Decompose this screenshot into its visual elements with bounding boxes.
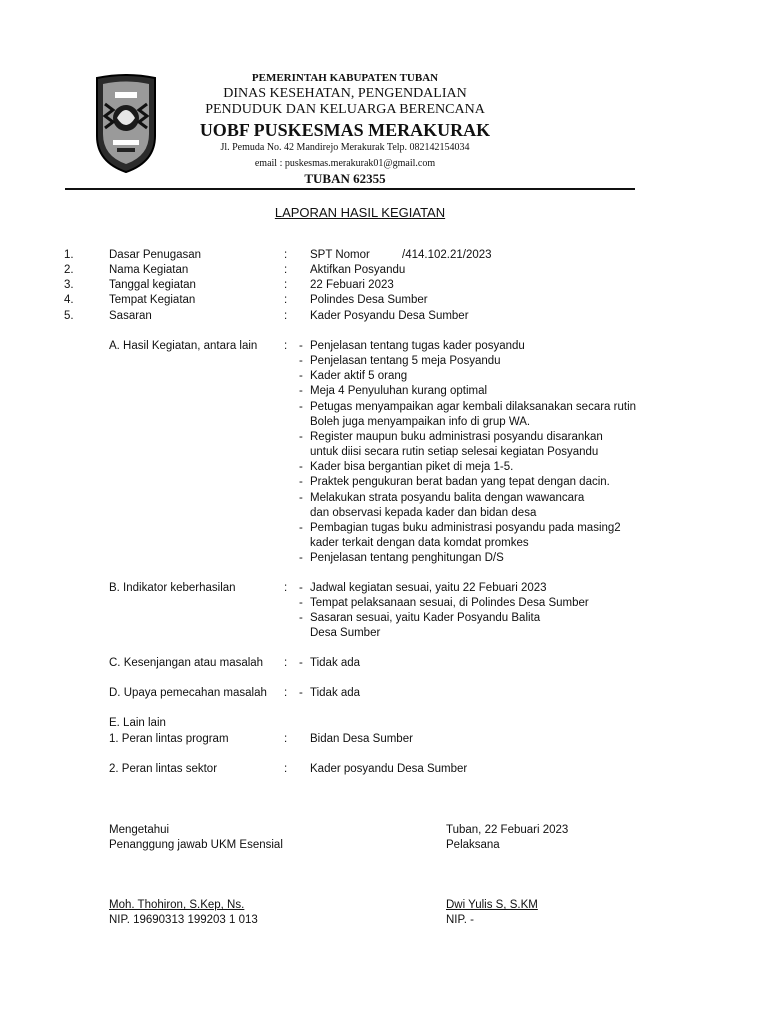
item-5-number: 5.: [64, 310, 74, 322]
item-1-value-number: /414.102.21/2023: [402, 249, 492, 261]
section-c-text: Tidak ada: [310, 657, 361, 669]
sectionB-line-text: Desa Sumber: [310, 627, 381, 639]
sectionA-line-text: Petugas menyampaikan agar kembali dilaksanakan secara rutin: [310, 400, 637, 413]
sectionA-line-dash: -: [299, 461, 303, 474]
signature-left-nip: NIP. 19690313 199203 1 013: [109, 914, 258, 926]
letterhead-puskesmas: UOBF PUSKESMAS MERAKURAK: [199, 120, 491, 140]
sectionA-line-text: Pembagian tugas buku administrasi posyandu pada masing2: [310, 521, 621, 534]
letterhead-agency-line2: PENDUDUK DAN KELUARGA BERENCANA: [205, 102, 485, 117]
section-a-label: A. Hasil Kegiatan, antara lain: [109, 340, 258, 352]
section-e-row1-colon: :: [284, 733, 288, 745]
sectionB-line-text: Tempat pelaksanaan sesuai, di Polindes Desa Sumber: [310, 597, 589, 609]
sectionA-line-text: Kader bisa bergantian piket di meja 1-5.: [310, 461, 514, 474]
sectionA-line-dash: -: [299, 476, 303, 489]
letterhead-agency-line1: DINAS KESEHATAN, PENGENDALIAN: [223, 86, 467, 101]
section-b-colon: :: [284, 582, 288, 594]
sectionB-line-text: Jadwal kegiatan sesuai, yaitu 22 Febuari 2023: [310, 582, 547, 594]
section-c-label: C. Kesenjangan atau masalah: [109, 657, 264, 669]
sectionA-line-dash: -: [299, 385, 303, 398]
item-4-value: Polindes Desa Sumber: [310, 294, 428, 306]
section-d-dash: -: [299, 687, 303, 699]
sectionA-line-dash: -: [299, 491, 303, 504]
section-e-row2-label: 2. Peran lintas sektor: [109, 763, 218, 775]
item-1-colon: :: [284, 249, 288, 261]
sectionA-line-dash: -: [299, 552, 303, 565]
signature-right-nip: NIP. -: [446, 914, 474, 926]
sectionA-line-dash: -: [299, 370, 303, 383]
signature-left-name: Moh. Thohiron, S.Kep, Ns.: [109, 899, 245, 911]
signature-right-line2: Pelaksana: [446, 839, 500, 851]
item-3-label: Tanggal kegiatan: [109, 279, 196, 291]
item-3-number: 3.: [64, 279, 74, 291]
letterhead-address: Jl. Pemuda No. 42 Mandirejo Merakurak Telp. 082142154034: [220, 142, 470, 153]
item-4-label: Tempat Kegiatan: [109, 294, 196, 306]
section-e-row2-text: Kader posyandu Desa Sumber: [310, 763, 468, 775]
section-e-label: E. Lain lain: [109, 717, 166, 729]
sectionA-line-text: Kader aktif 5 orang: [310, 370, 408, 383]
document-title: LAPORAN HASIL KEGIATAN: [274, 205, 446, 220]
sectionA-line-text: kader terkait dengan data komdat promkes: [310, 536, 529, 549]
item-4-number: 4.: [64, 294, 74, 306]
sectionA-line-text: Penjelasan tentang 5 meja Posyandu: [310, 355, 501, 368]
sectionA-line-dash: -: [299, 355, 303, 368]
sectionA-line-text: Meja 4 Penyuluhan kurang optimal: [310, 385, 488, 398]
sectionA-line-text: untuk diisi secara rutin setiap selesai kegiatan Posyandu: [310, 446, 599, 459]
section-d-colon: :: [284, 687, 288, 699]
item-2-number: 2.: [64, 264, 74, 276]
item-5-value: Kader Posyandu Desa Sumber: [310, 310, 469, 322]
sectionA-line-dash: -: [299, 521, 303, 534]
item-3-value: 22 Febuari 2023: [310, 279, 394, 291]
sectionA-line-text: Penjelasan tentang tugas kader posyandu: [310, 340, 525, 352]
item-1-label: Dasar Penugasan: [109, 249, 202, 261]
section-c-colon: :: [284, 657, 288, 669]
section-e-row1-text: Bidan Desa Sumber: [310, 733, 413, 745]
sectionA-line-text: Melakukan strata posyandu balita dengan wawancara: [310, 491, 585, 504]
sectionA-line-text: Boleh juga menyampaikan info di grup WA.: [310, 415, 531, 428]
section-a-colon: :: [284, 340, 288, 352]
kabupaten-tuban-emblem: [93, 74, 159, 174]
item-4-colon: :: [284, 294, 288, 306]
sectionA-line-dash: -: [299, 340, 303, 352]
sectionB-line-dash: -: [299, 597, 303, 609]
item-2-label: Nama Kegiatan: [109, 264, 189, 276]
sectionA-line-text: Penjelasan tentang penghitungan D/S: [310, 552, 504, 565]
signature-right-name: Dwi Yulis S, S.KM: [446, 899, 538, 911]
item-3-colon: :: [284, 279, 288, 291]
item-2-value: Aktifkan Posyandu: [310, 264, 406, 276]
sectionA-line-text: Register maupun buku administrasi posyandu disarankan: [310, 430, 603, 443]
sectionA-line-dash: -: [299, 400, 303, 413]
item-1-value: SPT Nomor: [310, 249, 370, 261]
section-d-label: D. Upaya pemecahan masalah: [109, 687, 267, 699]
letterhead-email: email : puskesmas.merakurak01@gmail.com: [254, 158, 436, 169]
letterhead-city: TUBAN 62355: [304, 171, 386, 186]
sectionB-line-dash: -: [299, 582, 303, 594]
letterhead-government: PEMERINTAH KABUPATEN TUBAN: [251, 72, 439, 84]
letterhead-divider: [65, 188, 635, 190]
sectionA-line-dash: -: [299, 430, 303, 443]
section-c-dash: -: [299, 657, 303, 669]
section-e-row1-label: 1. Peran lintas program: [109, 733, 229, 745]
sectionB-line-text: Sasaran sesuai, yaitu Kader Posyandu Balita: [310, 612, 541, 624]
item-2-colon: :: [284, 264, 288, 276]
section-d-text: Tidak ada: [310, 687, 361, 699]
signature-right-line1: Tuban, 22 Febuari 2023: [446, 824, 569, 836]
signature-left-line2: Penanggung jawab UKM Esensial: [109, 839, 283, 851]
section-b-label: B. Indikator keberhasilan: [109, 582, 236, 594]
sectionB-line-dash: -: [299, 612, 303, 624]
item-5-colon: :: [284, 310, 288, 322]
sectionA-line-text: Praktek pengukuran berat badan yang tepat dengan dacin.: [310, 476, 610, 489]
item-1-number: 1.: [64, 249, 74, 261]
section-e-row2-colon: :: [284, 763, 288, 775]
sectionA-line-text: dan observasi kepada kader dan bidan desa: [310, 506, 537, 519]
item-5-label: Sasaran: [109, 310, 152, 322]
signature-left-line1: Mengetahui: [109, 824, 170, 836]
